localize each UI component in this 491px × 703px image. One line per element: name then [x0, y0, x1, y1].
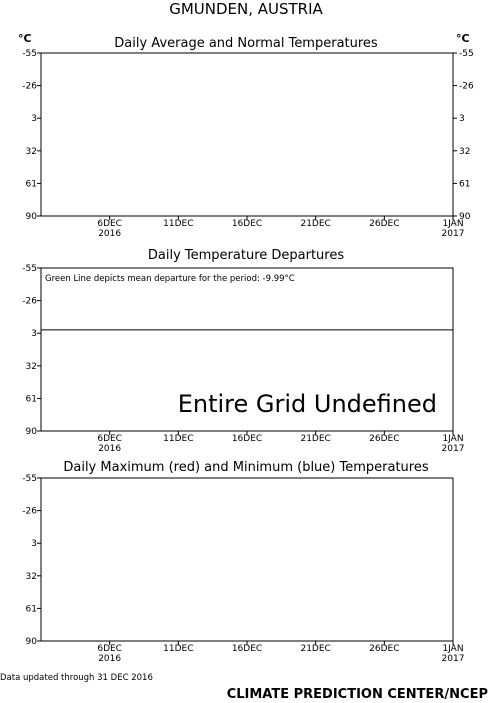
x-tick-year: 2016 — [98, 444, 122, 454]
x-tick-label: 11DEC — [163, 219, 194, 229]
x-tick-label: 1JAN — [442, 434, 464, 444]
y-tick-label: 32 — [25, 146, 37, 157]
y-tick-label: 90 — [25, 637, 37, 647]
y-tick-label-right: 90 — [459, 212, 471, 222]
x-tick-label: 21DEC — [300, 644, 331, 654]
panel-title: Daily Maximum (red) and Minimum (blue) Temperatures — [63, 460, 429, 475]
y-axis-left — [22, 264, 41, 437]
y-tick-label: 61 — [25, 179, 37, 190]
panel-max-min — [22, 460, 464, 664]
page-title: GMUNDEN, AUSTRIA — [169, 0, 323, 18]
credit-label: CLIMATE PREDICTION CENTER/NCEP — [226, 687, 488, 702]
mean-departure-note: Green Line depicts mean departure for the period: -9.99°C — [45, 274, 295, 284]
y-tick-label-right: 32 — [459, 146, 471, 157]
y-tick-label: 3 — [31, 329, 37, 340]
x-tick-label: 16DEC — [231, 434, 263, 444]
x-tick-label: 11DEC — [163, 644, 194, 654]
y-tick-label: 90 — [25, 212, 37, 222]
x-tick-label: 21DEC — [300, 219, 331, 229]
x-axis — [97, 641, 464, 664]
y-tick-label: -26 — [22, 81, 37, 92]
panel-departures — [22, 248, 464, 454]
x-tick-label: 11DEC — [163, 434, 194, 444]
y-tick-label: 90 — [25, 427, 37, 437]
x-tick-label: 26DEC — [369, 434, 400, 444]
y-tick-label-right: -55 — [459, 49, 474, 59]
x-tick-year: 2016 — [98, 654, 122, 664]
x-tick-label: 16DEC — [231, 219, 263, 229]
x-tick-label: 26DEC — [369, 219, 400, 229]
panel-title: Daily Average and Normal Temperatures — [114, 36, 378, 51]
plot-frame — [41, 478, 453, 641]
y-tick-label: -55 — [22, 49, 37, 59]
x-tick-label: 1JAN — [442, 219, 464, 229]
y-tick-label: -26 — [22, 296, 37, 307]
y-tick-label-right: -26 — [459, 81, 474, 92]
data-updated-note: Data updated through 31 DEC 2016 — [0, 673, 153, 683]
panel-average-normal — [18, 32, 474, 239]
y-tick-label-right: 61 — [459, 179, 471, 190]
x-tick-label: 6DEC — [97, 219, 122, 229]
x-tick-year: 2017 — [441, 444, 465, 454]
y-tick-label: 3 — [31, 114, 37, 125]
x-tick-year: 2017 — [441, 229, 465, 239]
x-axis — [97, 216, 464, 239]
y-tick-label: 32 — [25, 361, 37, 372]
x-tick-label: 16DEC — [231, 644, 263, 654]
y-tick-label: 61 — [25, 394, 37, 405]
undefined-grid-message: Entire Grid Undefined — [177, 390, 437, 418]
y-axis-left — [22, 49, 41, 222]
x-tick-label: 21DEC — [300, 434, 331, 444]
x-tick-label: 6DEC — [97, 644, 122, 654]
y-axis-right — [453, 49, 474, 222]
y-tick-label: 3 — [31, 539, 37, 550]
x-tick-label: 26DEC — [369, 644, 400, 654]
y-tick-label: -55 — [22, 264, 37, 274]
x-tick-label: 6DEC — [97, 434, 122, 444]
x-tick-year: 2017 — [441, 654, 465, 664]
x-tick-label: 1JAN — [442, 644, 464, 654]
x-axis — [97, 431, 464, 454]
y-tick-label: -55 — [22, 474, 37, 484]
unit-label-left: °C — [18, 32, 32, 45]
y-tick-label-right: 3 — [459, 114, 465, 125]
panel-title: Daily Temperature Departures — [147, 248, 345, 263]
y-tick-label: 32 — [25, 571, 37, 582]
y-axis-left — [22, 474, 41, 647]
plot-frame — [41, 53, 453, 216]
unit-label-right: °C — [456, 32, 470, 45]
y-tick-label: -26 — [22, 506, 37, 517]
y-tick-label: 61 — [25, 604, 37, 615]
x-tick-year: 2016 — [98, 229, 122, 239]
